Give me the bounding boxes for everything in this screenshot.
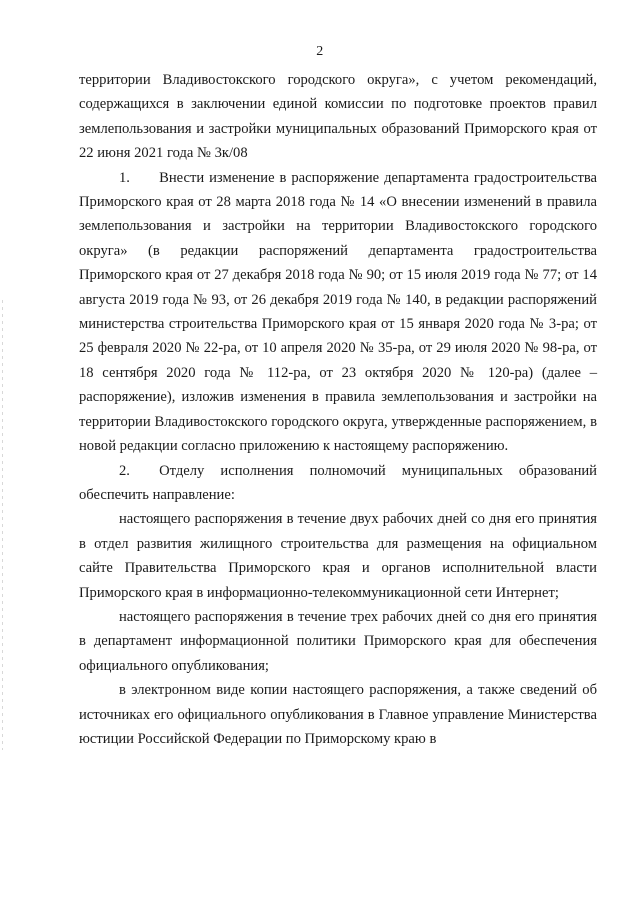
- paragraph-item-2-sub-3: в электронном виде копии настоящего распоряжения, а также сведений об источниках его официального опубликования в Главное управление Министерства юстиции Российской Федерации по Приморскому краю в: [79, 682, 597, 747]
- page-number: 2: [316, 44, 324, 59]
- paragraph-item-2-sub-2: настоящего распоряжения в течение трех рабочих дней со дня его принятия в департамент информационной политики Приморского края для обеспечения официального опубликования;: [79, 608, 597, 674]
- paragraph-item-2: 2. Отделу исполнения полномочий муниципальных образований обеспечить направление:: [79, 462, 597, 503]
- paragraph-intro-continuation: территории Владивостокского городского округа», с учетом рекомендаций, содержащихся в заключении единой комиссии по подготовке проектов правил землепользования и застройки муниципальных образований Приморского края от 22 июня 2021 года № 3к/08: [79, 72, 597, 162]
- paragraph-item-2-sub-1: настоящего распоряжения в течение двух рабочих дней со дня его принятия в отдел развития жилищного строительства для размещения на официальном сайте Правительства Приморского края и органов исполнительной власти Приморского края в информационно-телекоммуникационной сети Интернет;: [79, 511, 597, 601]
- paragraph-item-1: 1. Внести изменение в распоряжение департамента градостроительства Приморского края от 28 марта 2018 года № 14 «О внесении изменений в правила землепользования и застройки на территории Владивостокского городского округа» (в редакции распоряжений департамента градостроительства Приморского края от 27 декабря 2018 года № 90; от 15 июля 2019 года № 77; от 14 августа 2019 года № 93, от 26 декабря 2019 года № 140, в редакции распоряжений министерства строительства Приморского края от 15 января 2020 года № 3-ра; от 25 февраля 2020 № 22-ра, от 10 апреля 2020 № 35-ра, от 29 июля 2020 № 98-ра, от 18 сентября 2020 года № 112-ра, от 23 октября 2020 № 120-ра) (далее – распоряжение), изложив изменения в правила землепользования и застройки на территории Владивостокского городского округа, утвержденные распоряжением, в новой редакции согласно приложению к настоящему распоряжению.: [79, 169, 597, 455]
- document-body: [79, 68, 597, 751]
- scan-edge-artifact: [2, 300, 3, 750]
